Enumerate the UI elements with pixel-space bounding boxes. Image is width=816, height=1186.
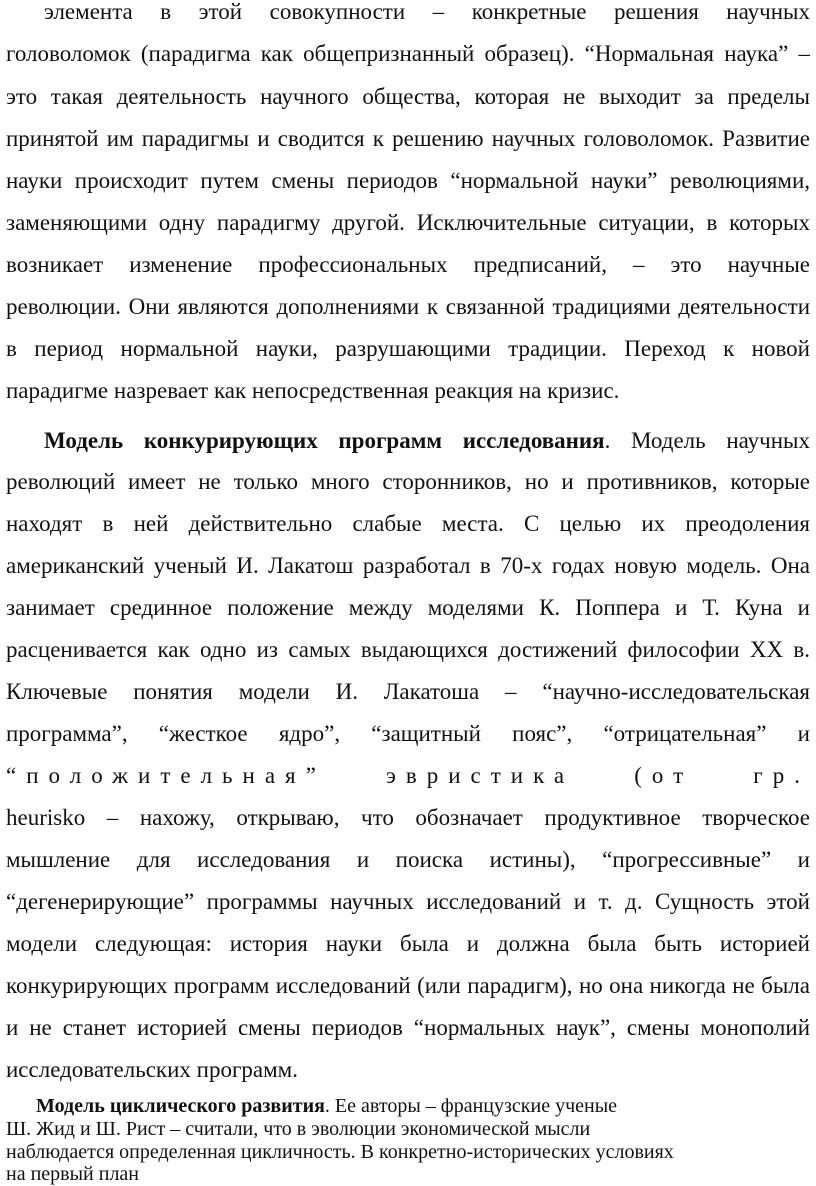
text-line: американский ученый И. Лакатош разработал в 70-х годах новую модель. Она: [6, 553, 810, 578]
text-line: заменяющими одну парадигму другой. Исключительные ситуации, в которых: [6, 210, 810, 235]
text-line: heurisko – нахожу, открываю, что обозначает продуктивное творческое: [6, 805, 810, 830]
text-line: революций имеет не только много сторонников, но и противников, которые: [6, 469, 810, 494]
text-line: принятой им парадигмы и сводится к решению научных головоломок. Развитие: [6, 126, 810, 151]
text-line: занимает срединное положение между моделями К. Поппера и Т. Куна и: [6, 595, 810, 620]
text-line: парадигме назревает как непосредственная реакция на кризис.: [6, 378, 620, 403]
paragraph-heading-line: [36, 1095, 816, 1118]
text-line: революции. Они являются дополнениями к связанной традициями деятельности: [6, 294, 810, 319]
text-line: конкурирующих программ исследований (или парадигм), но она никогда не была: [6, 973, 810, 998]
text-line: программа”, “жесткое ядро”, “защитный пояс”, “отрицательная” и: [6, 721, 810, 746]
text-line: Ключевые понятия модели И. Лакатоша – “научно-исследовательская: [6, 679, 810, 704]
section-heading: Модель конкурирующих программ исследования: [44, 428, 605, 453]
text-line: это такая деятельность научного общества, которая не выходит за пределы: [6, 84, 810, 109]
text-line: возникает изменение профессиональных предписаний, – это научные: [6, 252, 810, 277]
text-line: мышление для исследования и поиска истины), “прогрессивные” и: [6, 847, 810, 872]
paragraph-heading-line: [44, 427, 810, 455]
text-line: “положительная” эвристика (от гр.: [6, 763, 810, 788]
text-line: “дегенерирующие” программы научных исследований и т. д. Сущность этой: [6, 889, 810, 914]
text-line: в период нормальной науки, разрушающими традиции. Переход к новой: [6, 336, 810, 361]
text-line: модели следующая: история науки была и должна была быть историей: [6, 931, 810, 956]
text-line: исследовательских программ.: [6, 1057, 298, 1082]
text-line: наблюдается определенная цикличность. В конкретно-исторических условиях: [6, 1141, 674, 1163]
text-line: на первый план: [6, 1163, 140, 1185]
text-line: и не станет историей смены периодов “нормальных наук”, смены монополий: [6, 1015, 810, 1040]
text-line: элемента в этой совокупности – конкретные решения научных: [44, 0, 810, 24]
section-heading: Модель циклического развития: [36, 1095, 325, 1117]
heading-continuation: . Модель научных: [604, 428, 811, 453]
text-line: головоломок (парадигма как общепризнанный образец). “Нормальная наука” –: [6, 41, 810, 66]
heading-continuation: . Ее авторы – французские ученые: [324, 1095, 618, 1117]
text-line: находят в ней действительно слабые места. С целью их преодоления: [6, 511, 810, 536]
text-line: науки происходит путем смены периодов “нормальной науки” революциями,: [6, 168, 810, 193]
text-line: Ш. Жид и Ш. Рист – считали, что в эволюции экономической мысли: [6, 1118, 591, 1140]
text-line: расценивается как одно из самых выдающихся достижений философии XX в.: [6, 637, 810, 662]
